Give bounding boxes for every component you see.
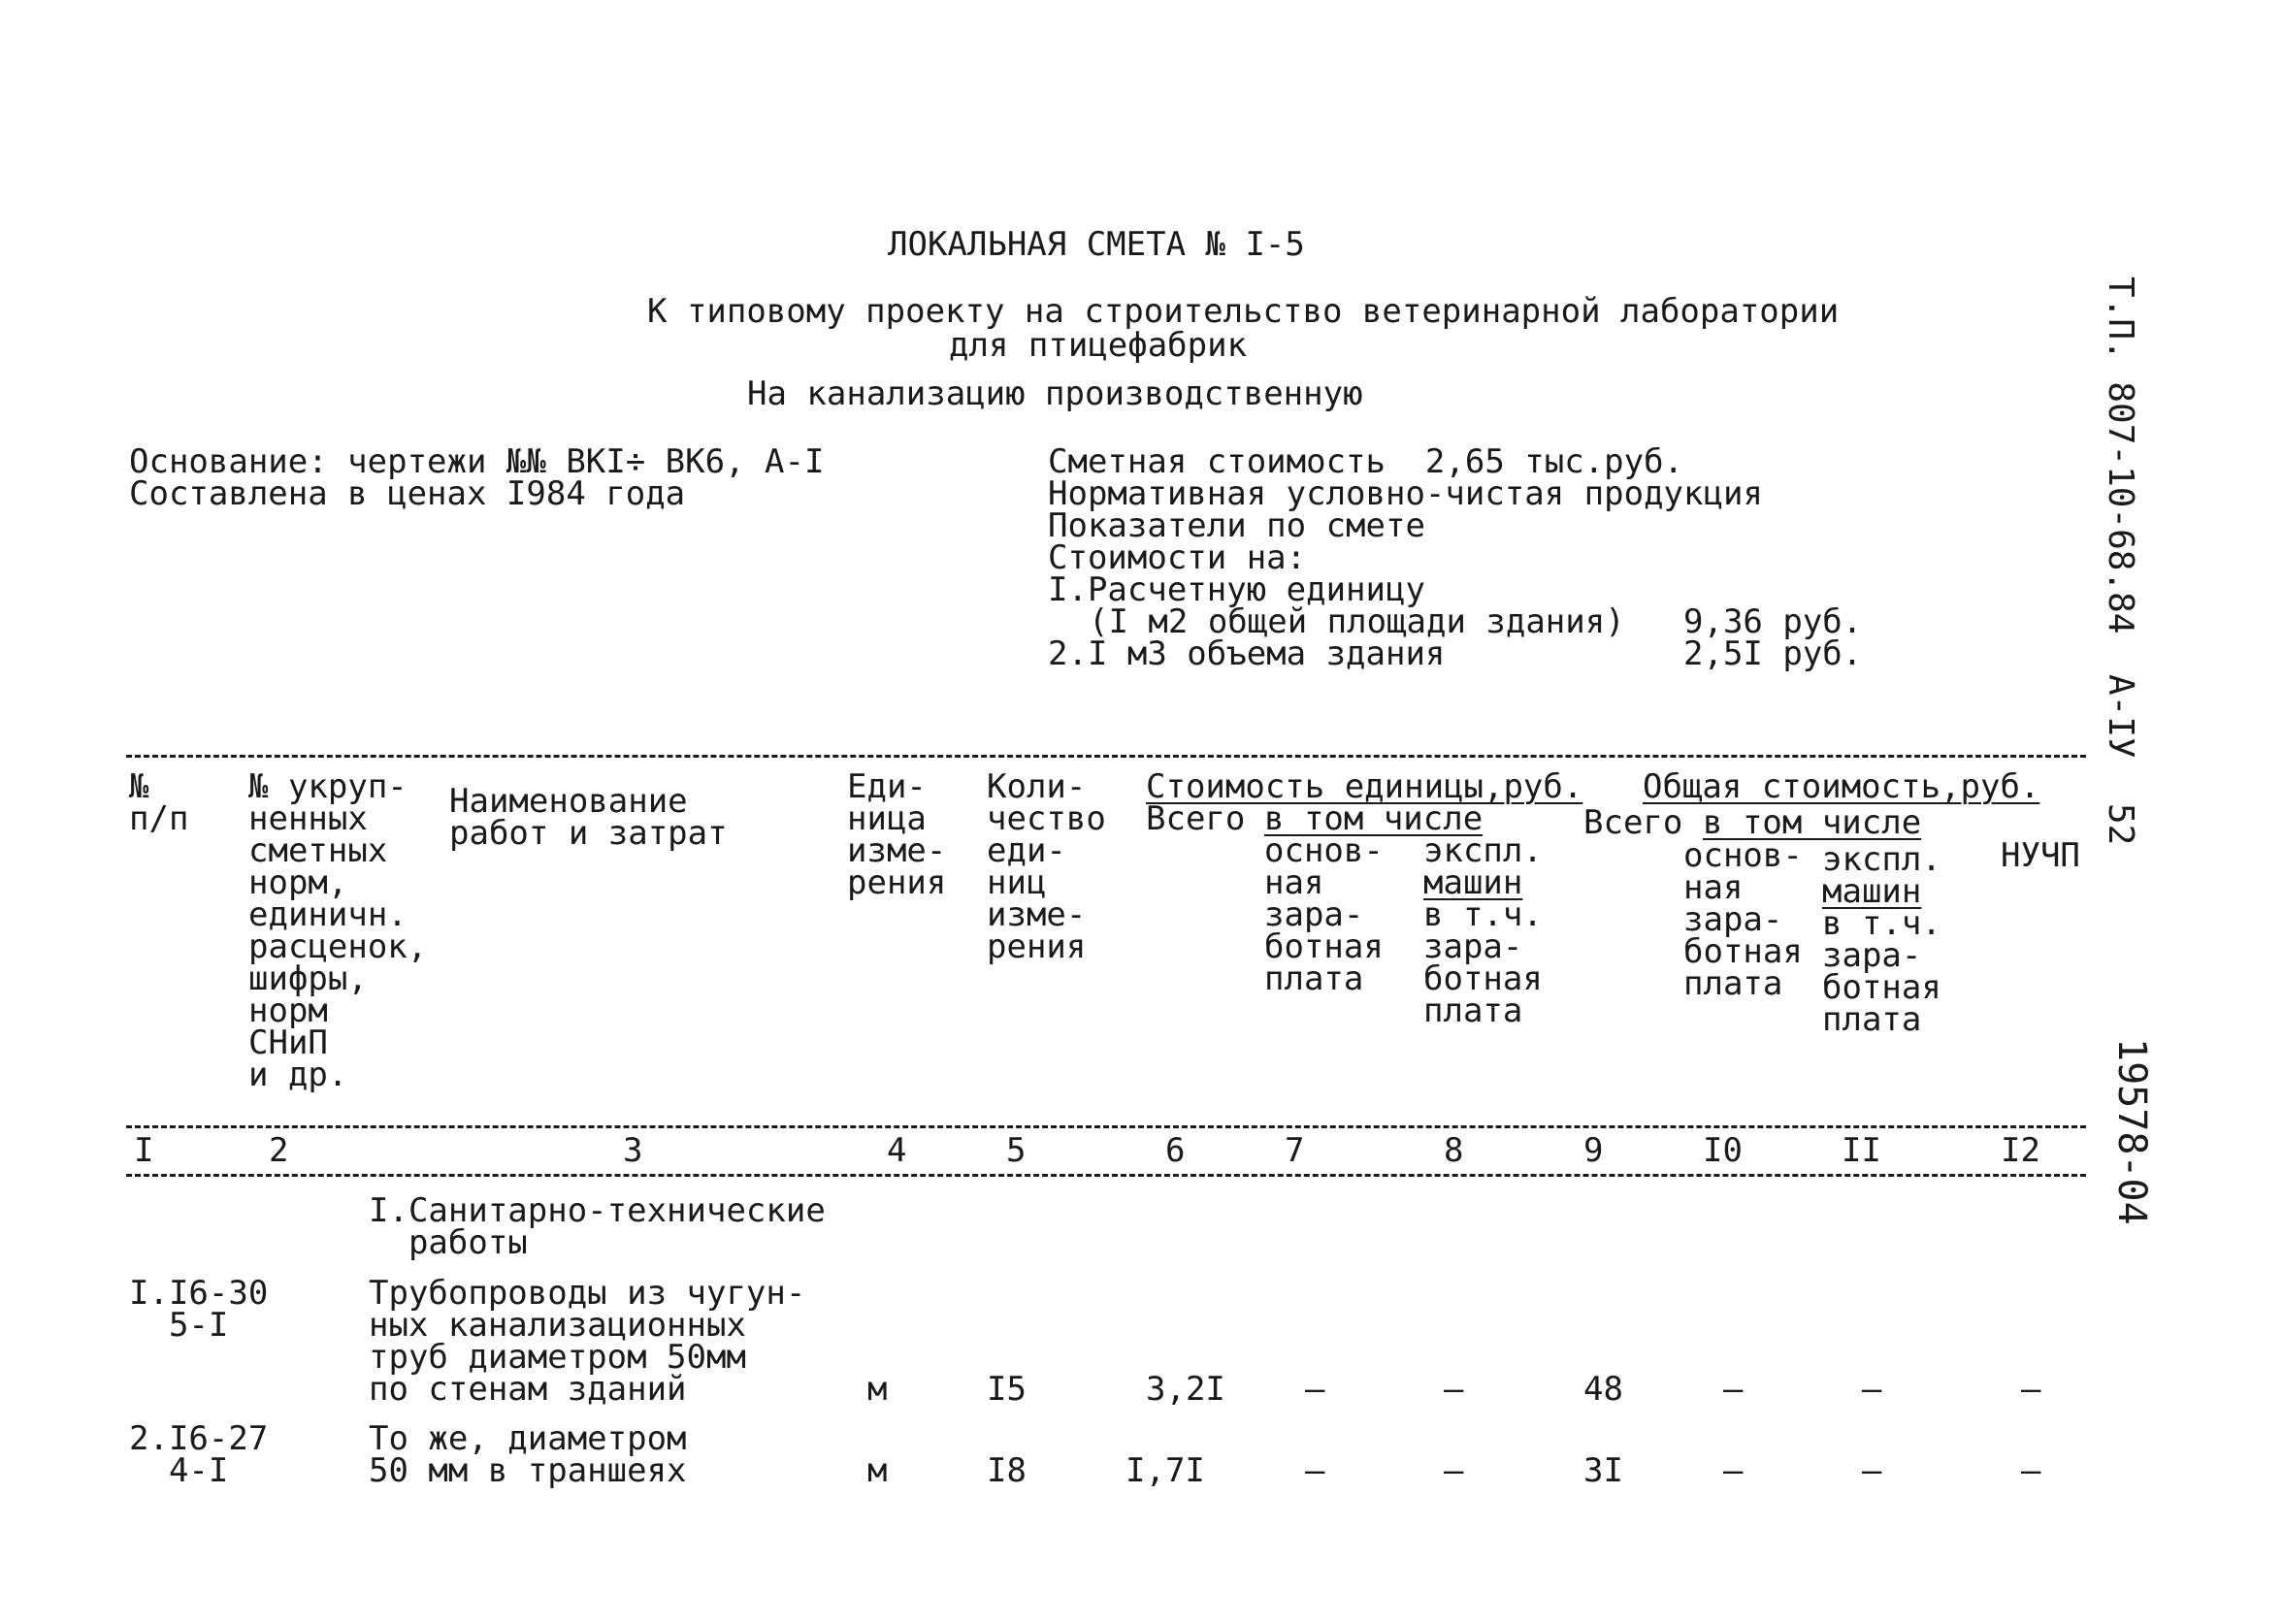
- header-total-cost: Общая стоимость,руб.: [1643, 767, 2040, 806]
- row-total-wage: –: [1723, 1451, 1744, 1490]
- header-line: ботная: [1423, 959, 1543, 998]
- col-number: I0: [1703, 1131, 1743, 1170]
- header-line: экспл.: [1822, 840, 1941, 879]
- row-unit-machines: –: [1444, 1370, 1464, 1409]
- row-total-machines: –: [1862, 1451, 1882, 1490]
- row-name: [369, 1274, 806, 1409]
- row-unit-wage: –: [1305, 1451, 1325, 1490]
- row-total-machines: –: [1862, 1370, 1882, 1409]
- header-line: изме-: [987, 895, 1087, 934]
- header-line: № укруп-: [248, 767, 408, 806]
- header-line: и др.: [248, 1056, 348, 1094]
- name-line: труб диаметром 50мм: [369, 1338, 746, 1377]
- col-number: 8: [1444, 1131, 1464, 1170]
- header-line: ботная: [1683, 932, 1803, 971]
- row-total: 3I: [1583, 1451, 1623, 1490]
- row-code: [129, 1419, 269, 1490]
- header-line: плата: [1423, 991, 1523, 1030]
- header-line: ниц: [987, 863, 1047, 902]
- header-line: ница: [847, 799, 927, 838]
- header-col-11: [1822, 840, 1941, 1039]
- row-unit-wage: –: [1305, 1370, 1325, 1409]
- header-line: основ-: [1683, 836, 1803, 875]
- unit-indicator-1-detail: (I м2 общей площади здания): [1089, 602, 1625, 641]
- code-line: 5-I: [168, 1306, 229, 1345]
- header-col-2: [248, 767, 428, 1094]
- document-subtitle-line1: К типовому проекту на строительство ветеринарной лаборатории: [647, 292, 1840, 331]
- header-line: плата: [1683, 964, 1783, 1003]
- header-line: работ и затрат: [449, 814, 728, 853]
- header-line: ботная: [1264, 927, 1384, 966]
- row-nuchp: –: [2021, 1451, 2041, 1490]
- header-line: №: [129, 767, 149, 806]
- header-line: Наименование: [449, 782, 688, 821]
- header-line: Коли-: [987, 767, 1087, 806]
- col-number: 4: [887, 1131, 907, 1170]
- section-line: работы: [408, 1223, 528, 1262]
- header-line: зара-: [1822, 936, 1922, 975]
- header-line: в т.ч.: [1423, 895, 1543, 934]
- section-heading: [369, 1191, 826, 1262]
- name-line: 50 мм в траншеях: [369, 1451, 687, 1490]
- header-line: плата: [1822, 1000, 1922, 1039]
- row-unit-price: I,7I: [1125, 1451, 1205, 1490]
- header-line: машин: [1822, 872, 1922, 911]
- unit-indicator-2: 2.I м3 объема здания: [1048, 634, 1446, 673]
- album-stamp: А-IУ: [2101, 674, 2140, 759]
- inventory-number-stamp: 19578-04: [2109, 1038, 2154, 1225]
- estimated-cost: Сметная стоимость 2,65 тыс.руб.: [1048, 442, 1684, 481]
- row-code: [129, 1274, 269, 1345]
- unit-indicator-1: I.Расчетную единицу: [1048, 570, 1425, 609]
- col-number: 9: [1583, 1131, 1604, 1170]
- header-unit-including: в том числе: [1264, 799, 1484, 838]
- header-line: ненных: [248, 799, 368, 838]
- header-line: норм,: [248, 863, 348, 902]
- table-top-rule: [126, 755, 2086, 758]
- row-name: [369, 1419, 687, 1490]
- header-col-5: [987, 767, 1106, 966]
- page-number-stamp: 52: [2101, 803, 2140, 846]
- row-unit: м: [867, 1370, 888, 1409]
- header-line: чество: [987, 799, 1106, 838]
- row-quantity: I8: [987, 1451, 1027, 1490]
- header-col-8: [1423, 831, 1543, 1030]
- row-unit-price: 3,2I: [1146, 1370, 1225, 1409]
- header-total-total: Всего: [1583, 803, 1683, 842]
- row-unit-machines: –: [1444, 1451, 1464, 1490]
- basis-prices: Составлена в ценах I984 года: [129, 474, 686, 513]
- col-number: I2: [2001, 1131, 2040, 1170]
- header-col-7: [1264, 831, 1384, 998]
- col-number: II: [1842, 1131, 1881, 1170]
- unit-indicator-2-value: 2,5I руб.: [1683, 634, 1863, 673]
- document-subtitle-line2: для птицефабрик: [949, 326, 1248, 365]
- document-title: ЛОКАЛЬНАЯ СМЕТА № I-5: [888, 225, 1305, 264]
- header-line: зара-: [1264, 895, 1364, 934]
- header-line: рения: [987, 927, 1087, 966]
- header-line: п/п: [129, 799, 189, 838]
- col-number: 3: [623, 1131, 643, 1170]
- col-number: I: [134, 1131, 154, 1170]
- header-line: изме-: [847, 831, 947, 870]
- header-line: плата: [1264, 959, 1364, 998]
- header-line: единичн.: [248, 895, 408, 934]
- name-line: по стенам зданий: [369, 1370, 687, 1409]
- row-total: 48: [1583, 1370, 1623, 1409]
- header-total-including: в том числе: [1703, 803, 1922, 842]
- header-line: расценок,: [248, 927, 428, 966]
- indicators-label: Показатели по смете: [1048, 506, 1425, 545]
- header-line: экспл.: [1423, 831, 1543, 870]
- row-nuchp: –: [2021, 1370, 2041, 1409]
- header-line: еди-: [987, 831, 1066, 870]
- basis-drawings: Основание: чертежи №№ ВКI÷ ВК6, А-I: [129, 442, 825, 481]
- estimate-object: На канализацию производственную: [747, 374, 1363, 413]
- row-total-wage: –: [1723, 1370, 1744, 1409]
- row-quantity: I5: [987, 1370, 1027, 1409]
- header-line: СНиП: [248, 1023, 328, 1062]
- header-col-4: [847, 767, 947, 902]
- header-unit-cost: Стоимость единицы,руб.: [1146, 767, 1583, 806]
- section-line: I.Санитарно-технические: [369, 1191, 826, 1230]
- header-line: шифры,: [248, 959, 368, 998]
- header-col-12: НУЧП: [2001, 836, 2080, 875]
- col-number: 6: [1165, 1131, 1186, 1170]
- name-line: То же, диаметром: [369, 1419, 687, 1458]
- code-line: 2.I6-27: [129, 1419, 269, 1458]
- code-line: 4-I: [168, 1451, 229, 1490]
- header-line: ная: [1683, 868, 1744, 907]
- header-line: машин: [1423, 863, 1523, 902]
- header-line: в т.ч.: [1822, 904, 1941, 943]
- col-number: 2: [269, 1131, 289, 1170]
- unit-indicator-1-value: 9,36 руб.: [1683, 602, 1863, 641]
- header-line: ная: [1264, 863, 1324, 902]
- column-number-rule: [126, 1174, 2086, 1177]
- header-col-3: [449, 782, 728, 853]
- header-line: ботная: [1822, 968, 1941, 1007]
- header-line: норм: [248, 991, 328, 1030]
- col-number: 5: [1006, 1131, 1027, 1170]
- header-line: сметных: [248, 831, 388, 870]
- header-line: рения: [847, 863, 947, 902]
- header-line: основ-: [1264, 831, 1384, 870]
- header-col-10: [1683, 836, 1803, 1003]
- header-col-1: [129, 767, 189, 838]
- normative-product: Нормативная условно-чистая продукция: [1048, 474, 1763, 513]
- header-line: зара-: [1423, 927, 1523, 966]
- table-header-rule: [126, 1125, 2086, 1128]
- header-unit-total: Всего: [1146, 799, 1246, 838]
- costs-for-label: Стоимости на:: [1048, 538, 1307, 577]
- row-unit: м: [867, 1451, 888, 1490]
- header-line: зара-: [1683, 900, 1783, 939]
- name-line: ных канализационных: [369, 1306, 746, 1345]
- project-code-stamp: Т.П. 807-10-68.84: [2101, 276, 2140, 634]
- name-line: Трубопроводы из чугун-: [369, 1274, 806, 1313]
- header-line: Еди-: [847, 767, 927, 806]
- code-line: I.I6-30: [129, 1274, 269, 1313]
- col-number: 7: [1285, 1131, 1305, 1170]
